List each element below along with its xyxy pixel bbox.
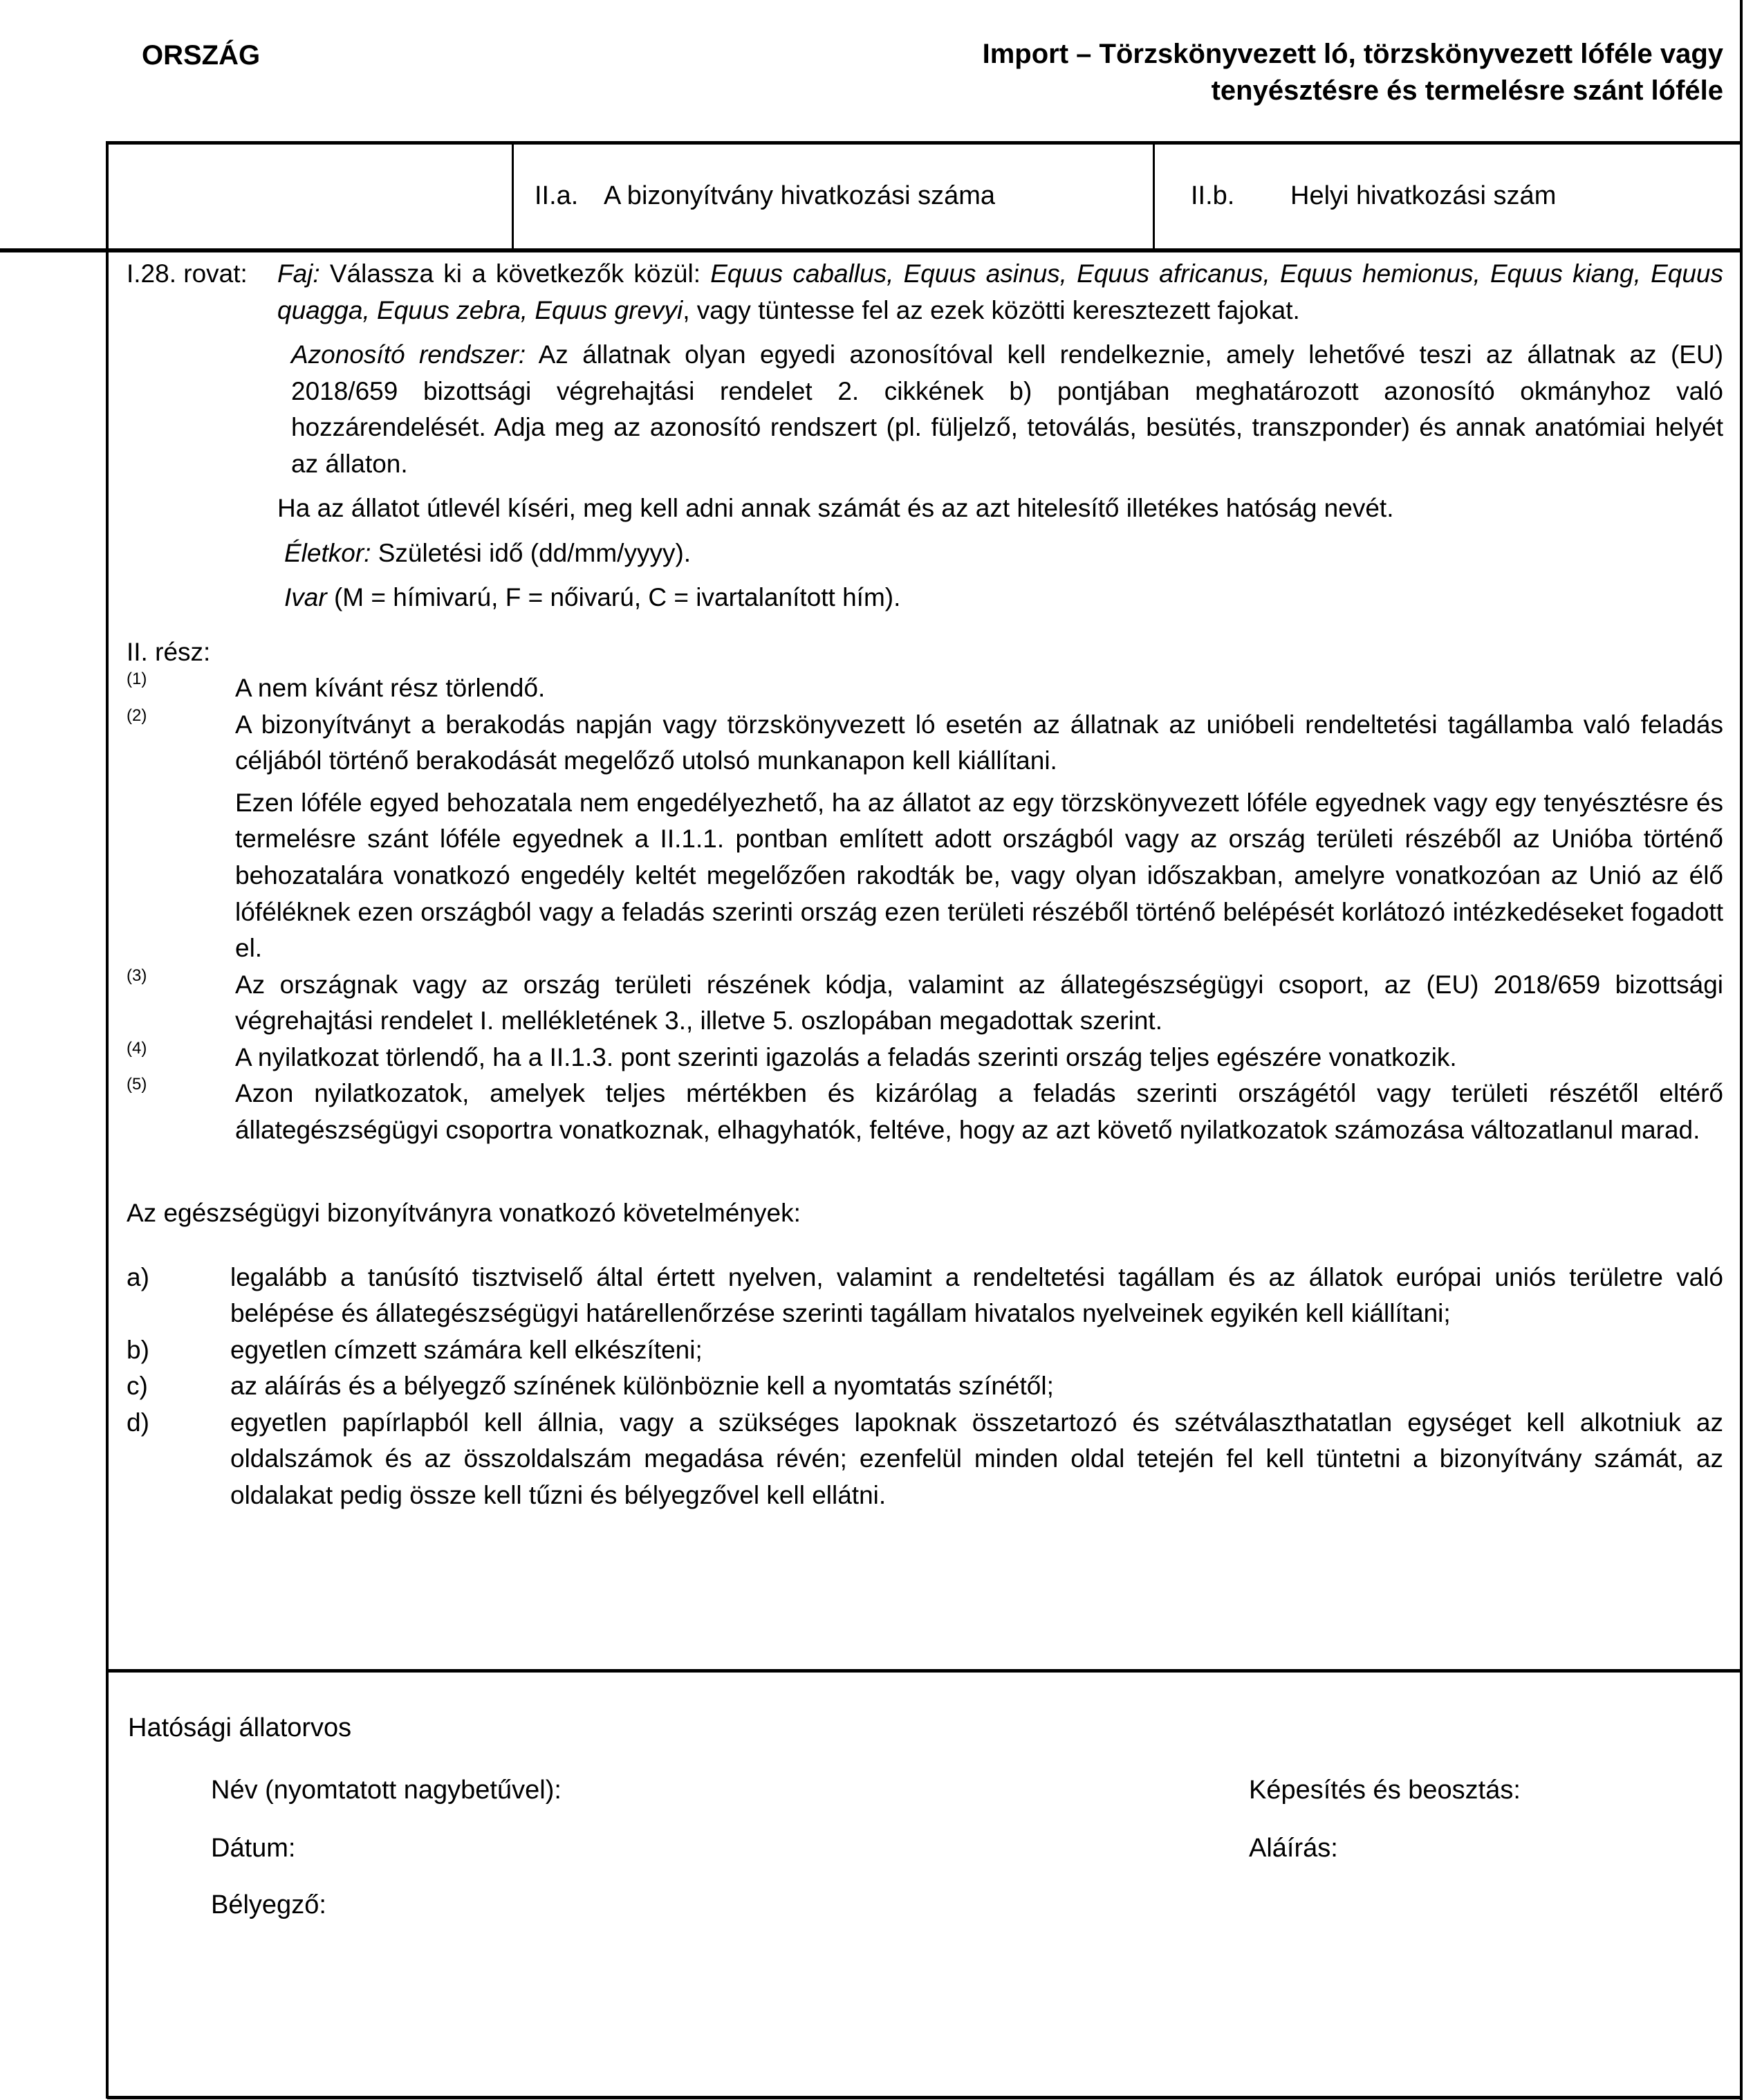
requirement-item: b) egyetlen címzett számára kell elkészíteni; [127, 1332, 1723, 1369]
footnote-3: (3) Az országnak vagy az ország területi részének kódja, valamint az állategészségügyi csoport, az (EU) 2018/659 bizottsági végrehajtási rendelet I. mellékletének 3., illetve 5. oszlopában megadottak szerint. [127, 967, 1723, 1040]
box-i28-passport: Ha az állatot útlevél kíséri, meg kell adni annak számát és az azt hitelesítő illetékes hatóság nevét. [277, 494, 1394, 523]
requirements-title: Az egészségügyi bizonyítványra vonatkozó követelmények: [127, 1199, 801, 1228]
local-ref-box[interactable] [1191, 142, 1737, 250]
frame-left-border [106, 141, 109, 2099]
footnote-mark: (5) [127, 1075, 147, 1094]
requirement-item: c) az aláírás és a bélyegző színének különböznie kell a nyomtatás színétől; [127, 1368, 1723, 1405]
box-i28-sex: Ivar (M = hímivarú, F = nőivarú, C = ivartalanított hím). [284, 583, 901, 612]
stamp-field-label[interactable]: Bélyegző: [211, 1890, 326, 1919]
notes-section [127, 256, 1723, 1513]
footnote-mark: (4) [127, 1038, 147, 1058]
title-line-2: tenyésztésre és termelésre szánt lóféle [1211, 75, 1723, 106]
date-field-label[interactable]: Dátum: [211, 1834, 296, 1863]
requirement-mark: a) [127, 1262, 149, 1291]
part2-title: II. rész: [127, 637, 211, 666]
cert-ref-box[interactable] [535, 142, 1143, 250]
ref-divider-2 [1153, 142, 1155, 250]
requirements-list [127, 1260, 1723, 1514]
local-ref-code: II.b. [1191, 181, 1235, 211]
species-list: Equus caballus, Equus asinus, Equus africanus, Equus hemionus, Equus kiang, Equus quagga, Equus zebra, Equus grevyi [277, 259, 1724, 324]
ref-divider-1 [512, 142, 514, 250]
cert-ref-code: II.a. [535, 181, 579, 211]
title-line-1: Import – Törzskönyvezett ló, törzskönyvezett lóféle vagy [982, 39, 1723, 69]
footnote-5: (5) Azon nyilatkozatok, amelyek teljes mértékben és kizárólag a feladás szerinti országétól vagy területi részétől eltérő állategészségügyi csoportra vonatkoznak, elhagyhatók, feltéve, hogy az azt követő nyilatkozatok számozása változatlanul marad. [127, 1076, 1723, 1148]
name-field-label[interactable]: Név (nyomtatott nagybetűvel): [211, 1776, 562, 1805]
requirement-mark: d) [127, 1408, 149, 1437]
box-i28-species: I.28. rovat: Faj: Válassza ki a következők közül: Equus caballus, Equus asinus, Equus africanus, Equus hemionus, Equus kiang, Equus quagga, Equus zebra, Equus grevyi, vagy tüntesse fel az ezek közötti keresztezett fajokat. [127, 256, 1723, 329]
requirement-mark: c) [127, 1372, 148, 1401]
requirement-item: a) legalább a tanúsító tisztviselő által értett nyelven, valamint a rendeltetési tagállam és az állatok európai uniós területre való belépése és állategészségügyi határellenőrzése szerinti tagállam hivatalos nyelveinek egyikén kell kiállítani; [127, 1260, 1723, 1332]
requirement-item: d) egyetlen papírlapból kell állnia, vagy a szükséges lapoknak összetartozó és szétválaszthatatlan egységet kell alkotniuk az oldalszámok és az összoldalszám megadása révén; ezenfelül minden oldal tetején fel kell tüntetni a bizonyítvány számát, az oldalakat pedig össze kell tűzni és bélyegzővel kell ellátni. [127, 1405, 1723, 1514]
footnote-2: (2) A bizonyítványt a berakodás napján vagy törzskönyvezett ló esetén az állatnak az unióbeli rendeltetési tagállamba való feladás céljából történő berakodását megelőző utolsó munkanapon kell kiállítani. Ezen lóféle egyed behozatala nem engedélyezhető, ha az állatot az egy törzskönyvezett lóféle egyednek vagy egy tenyésztésre és termelésre szánt lóféle egyednek a II.1.1. pontban említett adott országból vagy az ország területi részéből az Unióba történő behozatalára vonatkozó engedély keltét megelőzően rakodták be, vagy olyan időszakban, amelyre vonatkozóan az Unió az élő lóféléknek ezen országból vagy a feladás szerinti ország ezen területi részéből történő belépését korlátozó intézkedéseket fogadott el. [127, 707, 1723, 967]
id-term: Azonosító rendszer: [291, 340, 526, 369]
box-i28-age: Életkor: Születési idő (dd/mm/yyyy). [284, 538, 692, 567]
footnote-4: (4) A nyilatkozat törlendő, ha a II.1.3. pont szerinti igazolás a feladás szerinti ország teljes egészére vonatkozik. [127, 1040, 1723, 1076]
qualification-field-label[interactable]: Képesítés és beosztás: [1249, 1776, 1521, 1805]
frame-right-border [1740, 0, 1743, 2100]
footnote-mark: (1) [127, 670, 147, 689]
sex-term: Ivar [284, 583, 327, 612]
signature-top-rule [107, 1669, 1743, 1673]
local-ref-label: Helyi hivatkozási szám [1290, 181, 1557, 211]
box-i28-identification: Azonosító rendszer: Az állatnak olyan egyedi azonosítóval kell rendelkeznie, amely lehetővé teszi az állatnak az (EU) 2018/659 bizottsági végrehajtási rendelet 2. cikkének b) pontjában meghatározott azonosító okmányhoz való hozzárendelését. Adja meg az azonosító rendszert (pl. füljelző, tetoválás, besütés, transzponder) és annak anatómiai helyét az állaton. [291, 340, 1724, 478]
species-term: Faj: [277, 259, 320, 288]
age-term: Életkor: [284, 538, 371, 567]
footnote-mark: (2) [127, 706, 147, 725]
requirement-mark: b) [127, 1335, 149, 1364]
official-vet-title: Hatósági állatorvos [128, 1713, 352, 1742]
document-title [983, 36, 1723, 109]
footnote-mark: (3) [127, 966, 147, 985]
box-i28-label: I.28. rovat: [127, 259, 248, 288]
footnote-1: (1) A nem kívánt rész törlendő. [127, 670, 1723, 707]
frame-bottom-rule [107, 2096, 1743, 2099]
cert-ref-label: A bizonyítvány hivatkozási száma [604, 181, 996, 211]
footnote-2-continuation: Ezen lóféle egyed behozatala nem engedélyezhető, ha az állatot az egy törzskönyvezett lóféle egyednek vagy egy tenyésztésre és termelésre szánt lóféle egyednek a II.1.1. pontban említett adott országból vagy az ország területi részéből az Unióba történő behozatalára vonatkozó engedély keltét megelőzően rakodták be, vagy olyan időszakban, amelyre vonatkozóan az Unió az élő lóféléknek ezen országból vagy a feladás szerinti ország ezen területi részéből történő belépését korlátozó intézkedéseket fogadott el. [235, 788, 1723, 963]
country-heading: ORSZÁG [142, 40, 261, 71]
signature-field-label[interactable]: Aláírás: [1249, 1834, 1338, 1863]
